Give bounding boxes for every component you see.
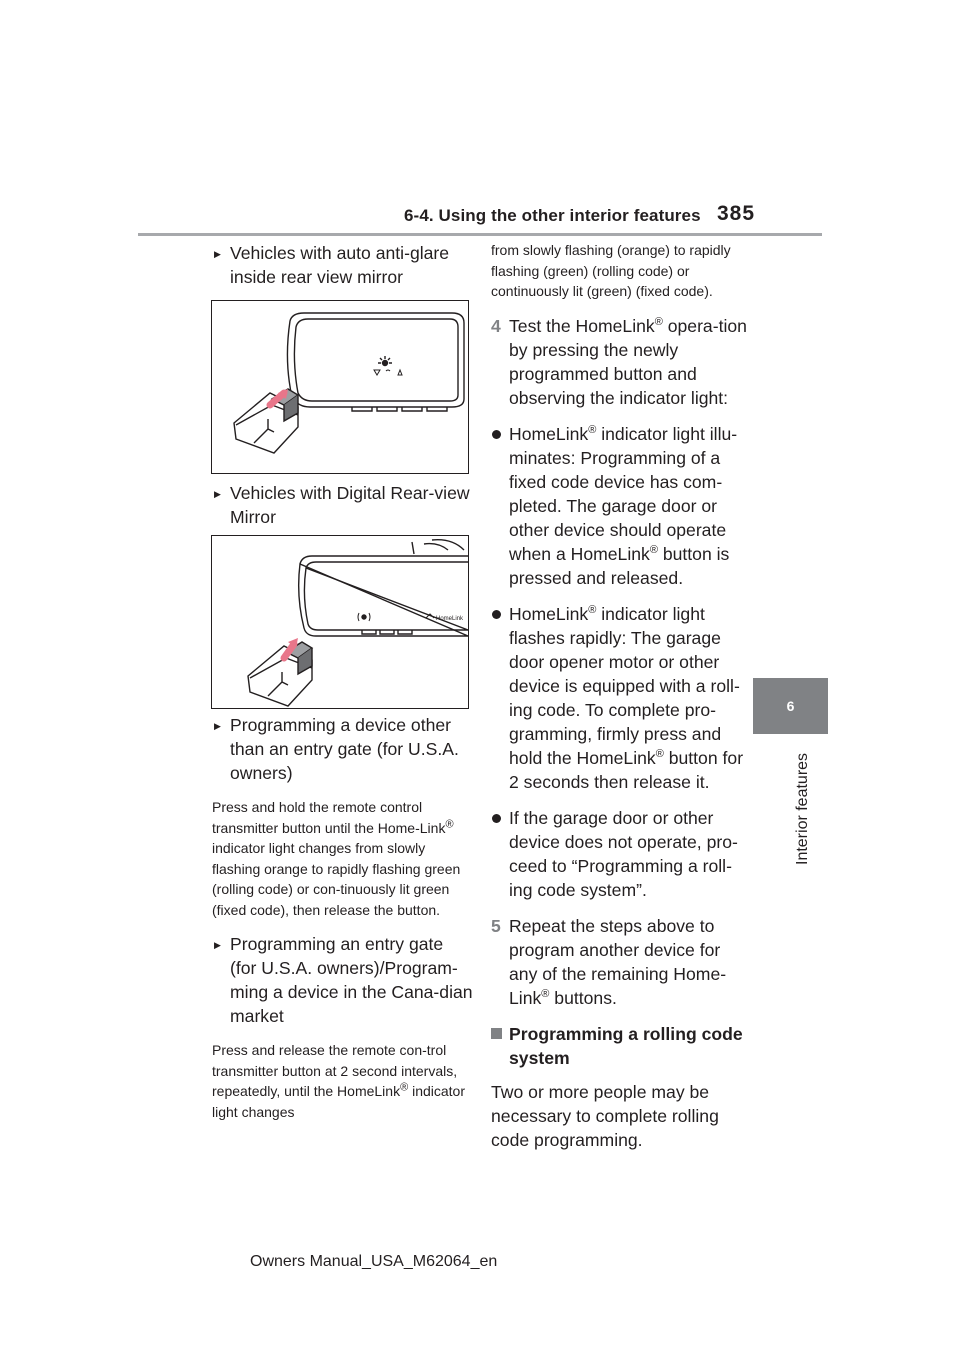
footer-manual-id: Owners Manual_USA_M62064_en [250,1253,498,1270]
right-column [491,240,749,1152]
paragraph-press-release: Press and release the remote con-trol transmitter button at 2 second intervals, repeatedly, until the HomeLink® indicator light changes [212,1042,465,1120]
left-column-digital [212,481,474,529]
figure-auto-antiglare-mirror [211,300,469,474]
chapter-tab[interactable]: 6 [753,678,828,734]
step-5-number: 5 [491,915,501,936]
bullet-does-not-operate: If the garage door or other device does not operate, pro-ceed to “Programming a roll-ing code system”. [491,806,749,902]
header-rule [138,233,822,236]
left-column-lower [212,713,474,1122]
paragraph-press-hold: Press and hold the remote control transmitter button until the Home-Link® indicator light changes from slowly flashing orange to rapidly flashing green (rolling code) or con-tinuously lit green (fixed code), then release the button. [212,799,461,918]
digital-mirror-illustration [212,536,468,708]
step-5: 5 Repeat the steps above to program another device for any of the remaining Home-Link® buttons. [491,915,727,1008]
paragraph-rolling-code: Two or more people may be necessary to complete rolling code programming. [491,1081,719,1150]
step-4-number: 4 [491,315,501,336]
homelink-brand-label: HomeLink [436,616,464,622]
bullet-indicator-flashes: HomeLink® indicator light flashes rapidly: The garage door opener motor or other device is equipped with a roll-ing code. To complete pro-gramming, firmly press and hold the HomeLink® button for 2 seconds then release it. [491,602,749,794]
bullet-entry-gate: ▶ Programming an entry gate (for U.S.A. owners)/Program-ming a device in the Cana-dian market [212,932,474,1028]
chapter-label-text: Interior features [794,752,811,865]
bullet-auto-antiglare: ▶ Vehicles with auto anti-glare inside rear view mirror [212,241,474,289]
bullet-indicator-illuminates: HomeLink® indicator light illu-minates: Programming of a fixed code device has com-pleted. The garage door or other device should operate when a HomeLink® button is pressed and released. [491,422,749,590]
figure-digital-mirror [211,535,469,709]
mirror-illustration [212,301,468,473]
left-column-top [212,241,474,289]
paragraph-continued: from slowly flashing (orange) to rapidly flashing (green) (rolling code) or continuously lit (green) (fixed code). [491,242,731,299]
section-title: 6-4. Using the other interior features [404,206,701,225]
heading-rolling-code: Programming a rolling code system [491,1022,749,1070]
chapter-side-label [770,740,811,870]
bullet-digital-mirror: ▶ Vehicles with Digital Rear-view Mirror [212,481,474,529]
page-number: 385 [717,202,756,225]
bullet-programming-device: ▶ Programming a device other than an entry gate (for U.S.A. owners) [212,713,474,785]
step-4: 4 Test the HomeLink® opera-tion by pressing the newly programmed button and observing the indicator light: [491,315,747,408]
